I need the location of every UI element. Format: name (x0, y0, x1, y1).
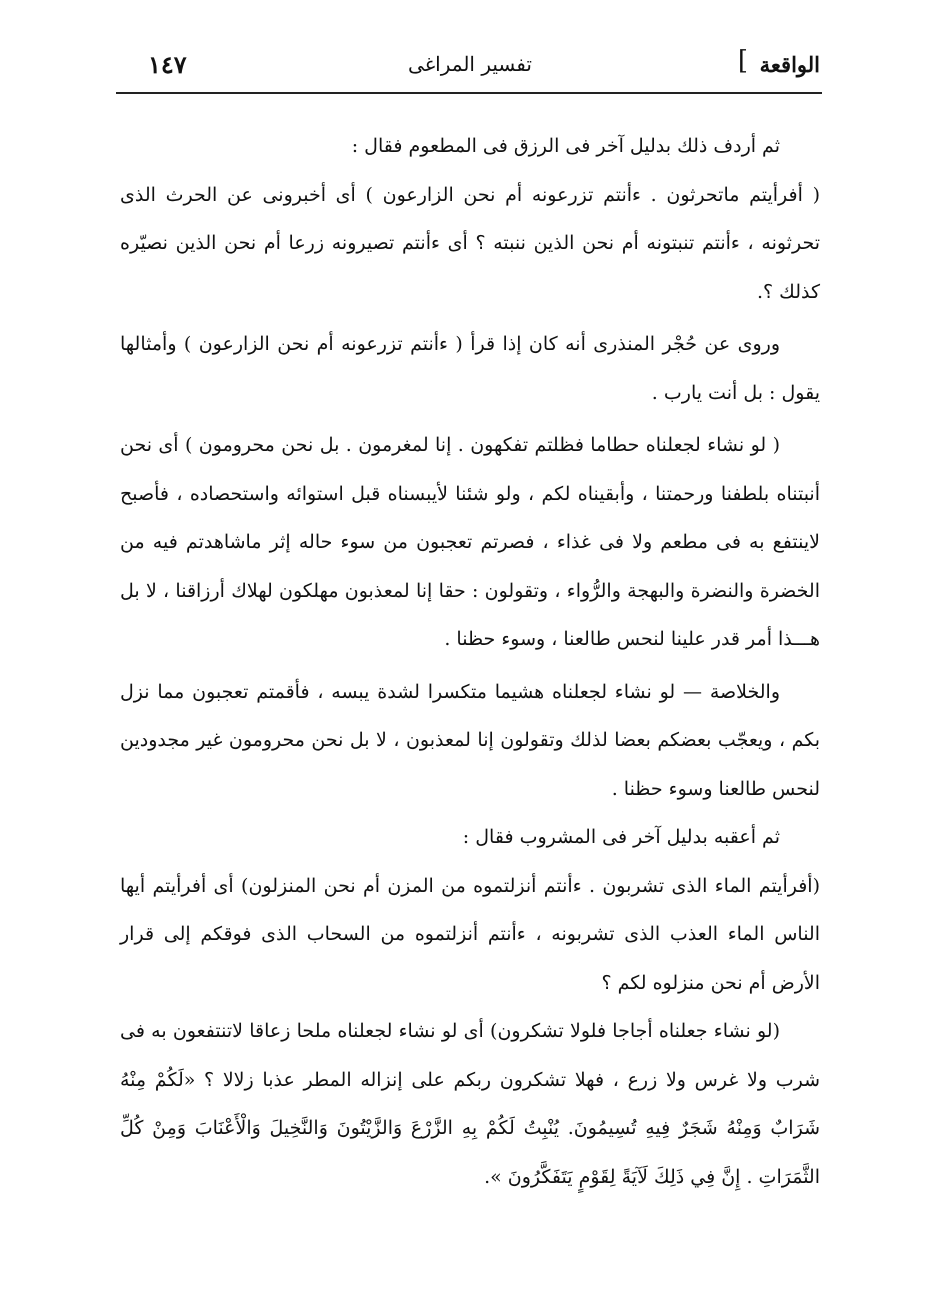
book-title: تفسير المراغى (408, 52, 532, 76)
paragraph: (لو نشاء جعلناه أجاجا فلولا تشكرون) أى لو نشاء لجعلناه ملحا زعاقا لاتنتفعون به فى شرب ولا غرس ولا زرع ، فهلا تشكرون ربكم على إنزاله المطر عذبا زلالا ؟ «لَكُمْ مِنْهُ شَرَابٌ وَمِنْهُ شَجَرٌ فِيهِ تُسِيمُونَ. يُنْبِتُ لَكُمْ بِهِ الزَّرْعَ وَالزَّيْتُونَ وَالنَّخِيلَ وَالْأَعْنَابَ وَمِنْ كُلِّ الثَّمَرَاتِ . إِنَّ فِي ذَلِكَ لَآيَةً لِقَوْمٍ يَتَفَكَّرُونَ ». (120, 1020, 820, 1188)
page-header (120, 40, 820, 90)
paragraph: ( أفرأيتم ماتحرثون . ءأنتم تزرعونه أم نحن الزارعون ) أى أخبرونى عن الحرث الذى تحرثونه ، ءأنتم تنبتونه أم نحن الذين ننبته ؟ أى ءأنتم تصيرونه زرعا أم نحن الذين نصيّره كذلك ؟. (120, 183, 820, 303)
page-body (120, 122, 820, 1201)
paragraph: (أفرأيتم الماء الذى تشربون . ءأنتم أنزلتموه من المزن أم نحن المنزلون) أى أفرأيتم أيها الناس الماء العذب الذى تشربونه ، ءأنتم أنزلتموه من السحاب الذى فوقكم إلى قرار الأرض أم نحن منزلوه لكم ؟ (120, 874, 820, 994)
paragraph: ثم أعقبه بدليل آخر فى المشروب فقال : (462, 826, 780, 848)
paragraph: ( لو نشاء لجعلناه حطاما فظلتم تفكهون . إنا لمغرمون . بل نحن محرومون ) أى نحن أنبتناه بلطفنا ورحمتنا ، وأبقيناه لكم ، ولو شئنا لأيبسناه قبل استوائه واستحصاده ، فأصبح لاينتفع به فى مطعم ولا فى غذاء ، فصرتم تعجبون من سوء حاله إثر ماشاهدتم فيه من الخضرة والنضرة والبهجة والرُّواء ، وتقولون : حقا إنا لمعذبون مهلكون لهلاك أرزاقنا ، لا بل هـــذا أمر قدر علينا لنحس طالعنا ، وسوء حظنا . (120, 434, 820, 650)
chapter-name: الواقعة (759, 52, 820, 77)
header-rule (116, 92, 822, 94)
paragraph: وروى عن حُجْر المنذرى أنه كان إذا قرأ ( ءأنتم تزرعونه أم نحن الزارعون ) وأمثالها يقول : بل أنت يارب . (120, 333, 820, 404)
chapter-bracket: ] (737, 46, 748, 76)
page-number: ١٤٧ (148, 50, 187, 79)
paragraph: ثم أردف ذلك بدليل آخر فى الرزق فى المطعوم فقال : (351, 135, 780, 157)
paragraph: والخلاصة — لو نشاء لجعلناه هشيما متكسرا لشدة يبسه ، فأقمتم تعجبون مما نزل بكم ، ويعجّب بعضكم بعضا لذلك وتقولون إنا لمعذبون ، لا بل نحن محرومون غير مجدودين لنحس طالعنا وسوء حظنا . (120, 680, 820, 800)
